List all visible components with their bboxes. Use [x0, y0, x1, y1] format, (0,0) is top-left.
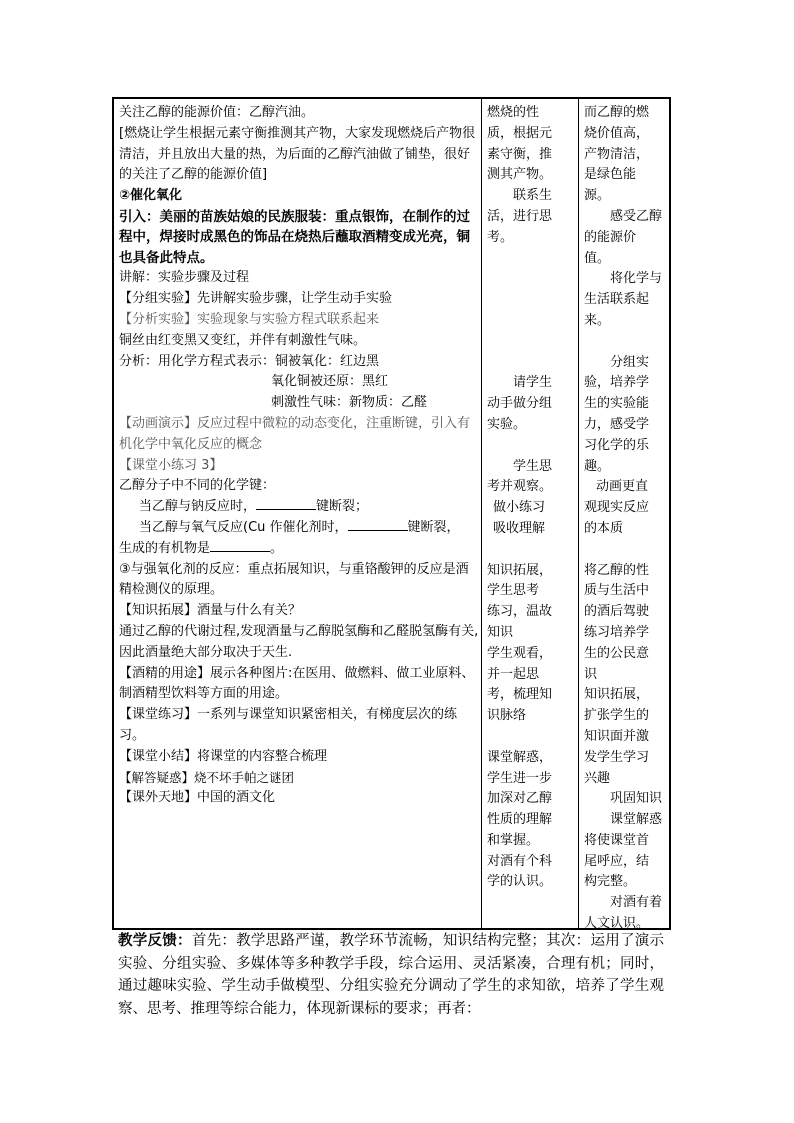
intent-line: 观现实反应 [584, 500, 650, 516]
student-line: 燃烧的性 [487, 105, 540, 120]
student-activity-column [487, 103, 575, 893]
spacer [487, 332, 575, 353]
fill-in-line [119, 497, 479, 518]
question-text: 当乙醇与氧气反应(Cu 作催化剂时， [139, 520, 348, 536]
text-line [119, 768, 479, 789]
text-line: 讲解：实验步骤及过程 [119, 270, 250, 286]
intent-line: 值。 [584, 250, 611, 266]
teaching-feedback [118, 930, 664, 1020]
exercise-heading: 【课堂小练习 3】 [119, 457, 223, 473]
student-line: 识脉络 [487, 708, 527, 724]
tag-text: 酒量与什么有关？ [197, 603, 302, 619]
intent-line: 感受乙醇 [610, 208, 663, 224]
student-line: 学生思 [513, 458, 553, 474]
intent-line: 构完整。 [584, 874, 637, 890]
intent-line: 的本质 [584, 520, 624, 536]
intent-line: 识 [584, 666, 598, 682]
student-line: 性质的理解 [487, 812, 553, 828]
text-paragraph: [燃烧让学生根据元素守衡推测其产物，大家发现燃烧后产物很清洁，并且放出大量的热，为后面的乙醇汽油做了铺垫，很好的关注了乙醇的能源价值] [119, 125, 476, 183]
student-line: 质，根据元 [487, 125, 553, 141]
section-heading: ②催化氧化 [119, 188, 183, 204]
intent-line: 产物清洁， [584, 146, 650, 162]
bracket-tag: 【分析实验】 [119, 312, 198, 328]
intent-line: 力，感受学 [584, 416, 650, 432]
student-line: 测其产物。 [487, 167, 553, 183]
student-line: 对酒有个科 [487, 853, 553, 869]
intent-line: 知识面并激 [584, 728, 650, 744]
spacer [487, 249, 575, 270]
text-paragraph: 通过乙醇的代谢过程,发现酒量与乙醇脱氢酶和乙醛脱氢酶有关,因此酒量绝大部分取决于天生. [119, 624, 479, 660]
intent-line: 生的公民意 [584, 645, 650, 661]
intent-line: 将乙醇的性 [584, 562, 650, 578]
question-text: 。 [270, 540, 284, 556]
bracket-tag: 【课堂小结】 [119, 748, 198, 764]
spacer [487, 311, 575, 332]
question-text: 生成的有机物是 [119, 540, 211, 556]
student-line: 请学生 [513, 375, 553, 391]
student-line: 学生思考 [487, 583, 540, 599]
lesson-table [112, 97, 671, 930]
question-text: 键断裂， [407, 520, 460, 536]
intent-line: 生活联系起 [584, 292, 650, 308]
student-line: 素守衡，推 [487, 146, 553, 162]
intent-line: 将使课堂首 [584, 832, 650, 848]
student-line: 和掌握。 [487, 832, 540, 848]
text-line [119, 747, 479, 768]
bracket-tag: 【分组实验】 [119, 291, 198, 307]
bracket-tag: 【酒精的用途】 [119, 665, 211, 681]
design-intent-column [584, 103, 666, 935]
student-line: 考，梳理知 [487, 687, 553, 703]
spacer [487, 290, 575, 311]
teaching-process-column [119, 103, 479, 809]
spacer [487, 269, 575, 290]
student-line: 做小练习 [493, 500, 546, 516]
fill-in-line [119, 518, 479, 539]
spacer [487, 540, 575, 561]
student-line: 学生观看， [487, 645, 553, 661]
student-line: 知识 [487, 624, 514, 640]
student-line: 考。 [487, 229, 514, 245]
student-line: 吸收理解 [493, 520, 546, 536]
fill-in-line [119, 539, 479, 560]
intent-line: 知识拓展， [584, 687, 650, 703]
student-line: 实验。 [487, 416, 527, 432]
intent-line: 发学生学习 [584, 749, 650, 765]
feedback-label: 教学反馈： [118, 933, 192, 949]
question-text: 键断裂； [316, 499, 369, 515]
text-paragraph: ③与强氧化剂的反应：重点拓展知识，与重铬酸钾的反应是酒精检测仪的原理。 [119, 561, 469, 598]
student-line: 知识拓展， [487, 562, 553, 578]
intent-line: 扩张学生的 [584, 708, 650, 724]
question-text: 当乙醇与钠反应时， [139, 499, 257, 515]
intent-line: 质与生活中 [584, 583, 650, 599]
intent-line: 烧价值高， [584, 125, 650, 141]
student-line: 练习，温故 [487, 604, 553, 620]
spacer [584, 332, 666, 353]
spacer [487, 436, 575, 457]
student-line: 并一起思 [487, 666, 540, 682]
text-line: 关注乙醇的能源价值：乙醇汽油。 [119, 105, 315, 120]
student-line: 考并观察。 [487, 479, 553, 495]
intro-paragraph: 引入：美丽的苗族姑娘的民族服装：重点银饰，在制作的过程中，焊接时成黑色的饰品在烧热后蘸取酒精变成光亮，铜也具备此特点。 [119, 208, 470, 266]
bracket-tag: 【动画演示】 [119, 416, 198, 432]
bracket-tag: 【解答疑惑】 [119, 769, 195, 785]
column-divider [481, 99, 482, 928]
tag-text: 烧不坏手帕之谜团 [194, 769, 295, 785]
text-paragraph [119, 414, 479, 456]
intent-line: 而乙醇的燃 [584, 105, 650, 120]
spacer [487, 727, 575, 748]
bracket-tag: 【课外天地】 [119, 790, 198, 806]
intent-line: 的酒后驾驶 [584, 604, 650, 620]
student-line: 活，进行思 [487, 208, 553, 224]
text-line: 铜丝由红变黑又变红，并伴有刺激性气味。 [119, 332, 367, 348]
feedback-text: 首先：教学思路严谨，教学环节流畅，知识结构完整；其次：运用了演示实验、分组实验、多媒体等多种教学手段，综合运用、灵活紧凑，合理有机；同时，通过趣味实验、学生动手做模型、分组实验充分调动了学生的求知欲，培养了学生观察、思考、推理等综合能力，体现新课标的要求；再者： [118, 933, 665, 1017]
student-line: 联系生 [513, 188, 553, 204]
intent-line: 分组实 [610, 354, 650, 370]
intent-line: 习化学的乐 [584, 437, 650, 453]
text-line: 分析：用化学方程式表示：铜被氧化：红边黑 [119, 353, 380, 369]
intent-line: 的能源价 [584, 229, 637, 245]
intent-line: 对酒有着 [610, 895, 663, 911]
student-line: 加深对乙醇 [487, 791, 553, 807]
intent-line: 是绿色能 [584, 167, 637, 183]
tag-text: 展示各种图片:在医用、做燃料、做工业原料、制酒精型饮料等方面的用途。 [119, 665, 475, 702]
intent-line: 验，培养学 [584, 375, 650, 391]
text-line [119, 601, 479, 622]
text-line: 氧化铜被还原：黑红 [271, 374, 389, 390]
student-line: 学的认识。 [487, 874, 553, 890]
intent-line: 生的实验能 [584, 396, 650, 412]
intent-line: 人文认识。 [584, 916, 650, 932]
intent-line: 课堂解惑 [610, 812, 663, 828]
intent-line: 来。 [584, 312, 611, 328]
student-line: 课堂解惑， [487, 749, 553, 765]
intent-line: 动画更直 [596, 479, 649, 495]
tag-text: 中国的酒文化 [197, 790, 276, 806]
intent-line: 兴趣 [584, 770, 611, 786]
tag-text: 实验现象与实验方程式联系起来 [197, 312, 380, 328]
answer-blank [256, 497, 316, 510]
intent-line: 尾呼应，结 [584, 853, 650, 869]
text-line [119, 310, 479, 331]
intent-line: 巩固知识 [610, 791, 663, 807]
intent-line: 源。 [584, 188, 611, 204]
answer-blank [210, 539, 270, 552]
student-line: 动手做分组 [487, 396, 553, 412]
tag-text: 反应过程中微粒的动态变化，注重断键，引入有机化学中氧化反应的概念 [119, 416, 471, 452]
bracket-tag: 【知识拓展】 [119, 603, 198, 619]
student-line: 学生进一步 [487, 770, 553, 786]
answer-blank [348, 518, 408, 531]
text-line [119, 289, 479, 310]
spacer [584, 540, 666, 561]
text-paragraph [119, 664, 479, 706]
text-line [119, 788, 479, 809]
text-line: 刺激性气味：新物质：乙醛 [271, 395, 428, 411]
intent-line: 练习培养学 [584, 624, 650, 640]
tag-text: 先讲解实验步骤，让学生动手实验 [197, 291, 393, 307]
text-line: 乙醇分子中不同的化学键： [119, 478, 276, 494]
tag-text: 一系列与课堂知识紧密相关，有梯度层次的练习。 [119, 707, 458, 744]
spacer [487, 353, 575, 374]
bracket-tag: 【课堂练习】 [119, 707, 198, 723]
tag-text: 将课堂的内容整合梳理 [197, 748, 328, 764]
column-divider [578, 99, 579, 928]
intent-line: 趣。 [584, 458, 611, 474]
intent-line: 将化学与 [610, 271, 663, 287]
text-paragraph [119, 705, 479, 747]
